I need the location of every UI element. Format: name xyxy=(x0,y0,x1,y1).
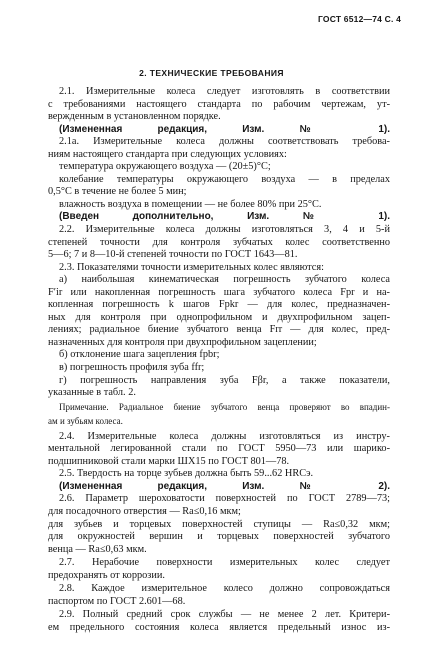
text-line: Примечание. Радиальное биение зубчатого венца проверяют во впадин- xyxy=(59,401,390,412)
text-line: б) отклонение шага зацепления fpbr; xyxy=(59,349,220,361)
text-line: ем предельного состояния колеса является предельный износ из- xyxy=(48,621,390,633)
text-line: F′ir или накопленная погрешность шага зубчатого колеса Fpr и на- xyxy=(48,286,390,298)
text-line: а) наибольшая кинематическая погрешность зубчатого колеса xyxy=(59,274,390,286)
text-line: температура окружающего воздуха — (20±5)°С; xyxy=(59,161,271,173)
text-line: с требованиями настоящего стандарта по рабочим чертежам, ут- xyxy=(48,98,390,110)
text-line: копленная погрешность k шагов Fpkr — для колес, предназначен- xyxy=(48,299,390,311)
text-line: для зубьев и торцевых поверхностей ступицы — Ra≤0,32 мкм; xyxy=(48,518,390,530)
text-line: для посадочного отверстия — Ra≤0,16 мкм; xyxy=(48,505,241,517)
text-line: влажность воздуха в помещении — не более 80% при 25°С. xyxy=(59,198,322,210)
text-line: в) погрешность профиля зуба ffr; xyxy=(59,362,205,374)
text-line: ниям настоящего стандарта при следующих условиях: xyxy=(48,148,287,160)
text-line: 2.1. Измерительные колеса следует изготовлять в соответствии xyxy=(59,86,390,97)
text-line: 2.4. Измерительные колеса должны изготовляться из инстру- xyxy=(59,430,390,442)
text-line: лениях; радиальное биение зубчатого венца Frr — для колес, пред- xyxy=(48,324,390,336)
text-line: ам и зубьям колеса. xyxy=(48,416,123,427)
text-line: вержденным в установленном порядке. xyxy=(48,111,221,123)
text-line: 2.7. Нерабочие поверхности измерительных колес следует xyxy=(59,557,390,569)
text-line: 2.6. Параметр шероховатости поверхностей по ГОСТ 2789—73; xyxy=(59,493,390,505)
text-line: ных для контроля при однопрофильном и двухпрофильном зацеп- xyxy=(48,311,390,323)
text-line: паспортом по ГОСТ 2.601—68. xyxy=(48,595,186,607)
text-line: степеней точности для контроля зубчатых колес соответственно xyxy=(48,236,390,248)
text-line: 2.3. Показателями точности измерительных колес являются: xyxy=(59,261,324,273)
section-title: 2. ТЕХНИЧЕСКИЕ ТРЕБОВАНИЯ xyxy=(139,68,284,78)
text-line: 0,5°С в течение не более 5 мин; xyxy=(48,186,187,198)
text-line: (Измененная редакция, Изм. № 2). xyxy=(59,480,390,492)
page-header: ГОСТ 6512—74 С. 4 xyxy=(317,14,401,24)
text-line: назначенных для контроля при двухпрофильном зацеплении; xyxy=(48,336,317,348)
text-line: указанные в табл. 2. xyxy=(48,387,136,399)
text-line: 2.8. Каждое измерительное колесо должно сопровождаться xyxy=(59,583,390,595)
text-line: 2.5. Твердость на торце зубьев должна быть 59...62 HRCэ. xyxy=(59,468,314,480)
text-line: подшипниковой стали марки ШХ15 по ГОСТ 801—78. xyxy=(48,455,290,467)
text-line: (Введен дополнительно, Изм. № 1). xyxy=(59,211,390,223)
body-text xyxy=(48,86,390,634)
text-line: венца — Ra≤0,63 мкм. xyxy=(48,543,147,555)
text-line: 5—6; 7 и 8—10-й степеней точности по ГОСТ 1643—81. xyxy=(48,249,298,261)
text-line: колебание температуры окружающего воздуха — в пределах xyxy=(59,173,390,185)
text-line: 2.9. Полный средний срок службы — не менее 2 лет. Критери- xyxy=(59,609,390,621)
text-line: 2.2. Измерительные колеса должны изготовляться 3, 4 и 5-й xyxy=(59,224,390,236)
text-line: 2.1а. Измерительные колеса должны соответствовать требова- xyxy=(59,136,390,148)
text-line: предохранять от коррозии. xyxy=(48,569,165,581)
text-line: ментальной легированной стали по ГОСТ 5950—73 или шарико- xyxy=(48,443,390,455)
text-line: для окружностей вершин и торцевых поверхностей зубчатого xyxy=(48,531,390,543)
text-line: (Измененная редакция, Изм. № 1). xyxy=(59,123,390,135)
text-line: г) погрешность направления зуба Fβr, а также показатели, xyxy=(59,374,390,386)
